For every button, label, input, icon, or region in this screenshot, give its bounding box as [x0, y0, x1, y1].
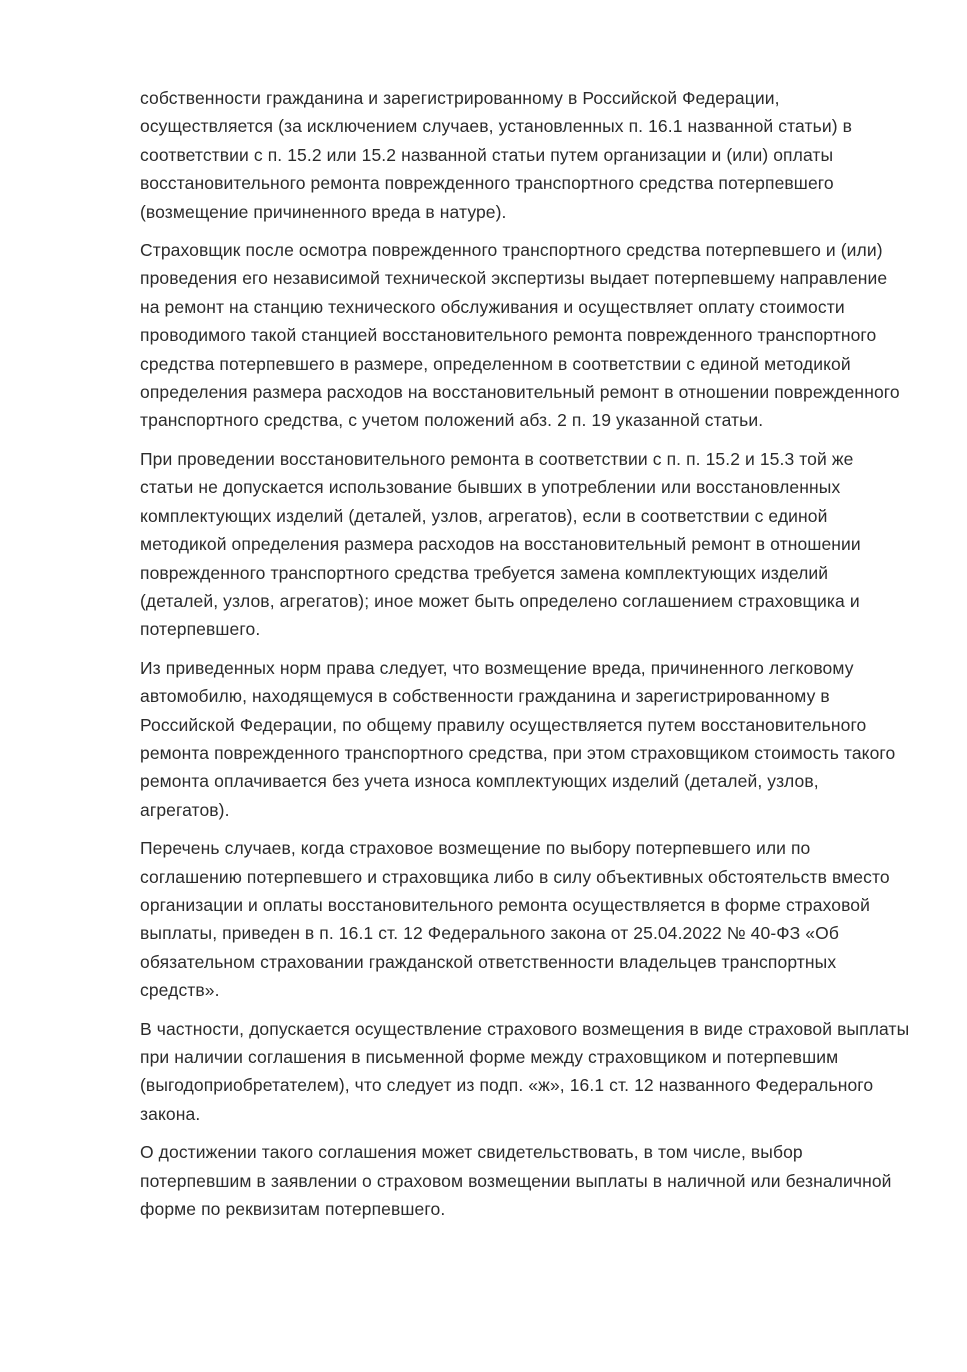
paragraph: собственности гражданина и зарегистрированному в Российской Федерации, осуществляется (за исключением случаев, установленных п. 16.1 названной статьи) в соответствии с п. 15.2 или 15.2 названной статьи путем организации и (или) оплаты восстановительного ремонта поврежденного транспортного средства потерпевшего (возмещение причиненного вреда в натуре). — [140, 88, 852, 222]
paragraph: О достижении такого соглашения может свидетельствовать, в том числе, выбор потерпевшим в заявлении о страховом возмещении выплаты в наличной или безналичной форме по реквизитам потерпевшего. — [140, 1142, 892, 1220]
paragraph: Страховщик после осмотра поврежденного транспортного средства потерпевшего и (или) проведения его независимой технической экспертизы выдает потерпевшему направление на ремонт на станцию технического обслуживания и осуществляет оплату стоимости проводимого такой станцией восстановительного ремонта поврежденного транспортного средства потерпевшего в размере, определенном в соответствии с единой методикой определения размера расходов на восстановительный ремонт в отношении поврежденного транспортного средства, с учетом положений абз. 2 п. 19 указанной статьи. — [140, 240, 900, 431]
paragraph: Перечень случаев, когда страховое возмещение по выбору потерпевшего или по соглашению потерпевшего и страховщика либо в силу объективных обстоятельств вместо организации и оплаты восстановительного ремонта осуществляется в форме страховой выплаты, приведен в п. 16.1 ст. 12 Федерального закона от 25.04.2022 № 40-ФЗ «Об обязательном страховании гражданской ответственности владельцев транспортных средств». — [140, 838, 890, 1001]
document-text-block — [140, 84, 910, 1233]
paragraph: В частности, допускается осуществление страхового возмещения в виде страховой выплаты при наличии соглашения в письменной форме между страховщиком и потерпевшим (выгодоприобретателем), что следует из подп. «ж», 16.1 ст. 12 названного Федерального закона. — [140, 1018, 910, 1124]
paragraph: При проведении восстановительного ремонта в соответствии с п. п. 15.2 и 15.3 той же статьи не допускается использование бывших в употреблении или восстановленных комплектующих изделий (деталей, узлов, агрегатов), если в соответствии с единой методикой определения размера расходов на восстановительный ремонт в отношении поврежденного транспортного средства требуется замена комплектующих изделий (деталей, узлов, агрегатов); иное может быть определено соглашением страховщика и потерпевшего. — [140, 448, 861, 640]
paragraph: Из приведенных норм права следует, что возмещение вреда, причиненного легковому автомобилю, находящемуся в собственности гражданина и зарегистрированному в Российской Федерации, по общему правилу осуществляется путем восстановительного ремонта поврежденного транспортного средства, при этом страховщиком стоимость такого ремонта оплачивается без учета износа комплектующих изделий (деталей, узлов, агрегатов). — [140, 657, 896, 820]
